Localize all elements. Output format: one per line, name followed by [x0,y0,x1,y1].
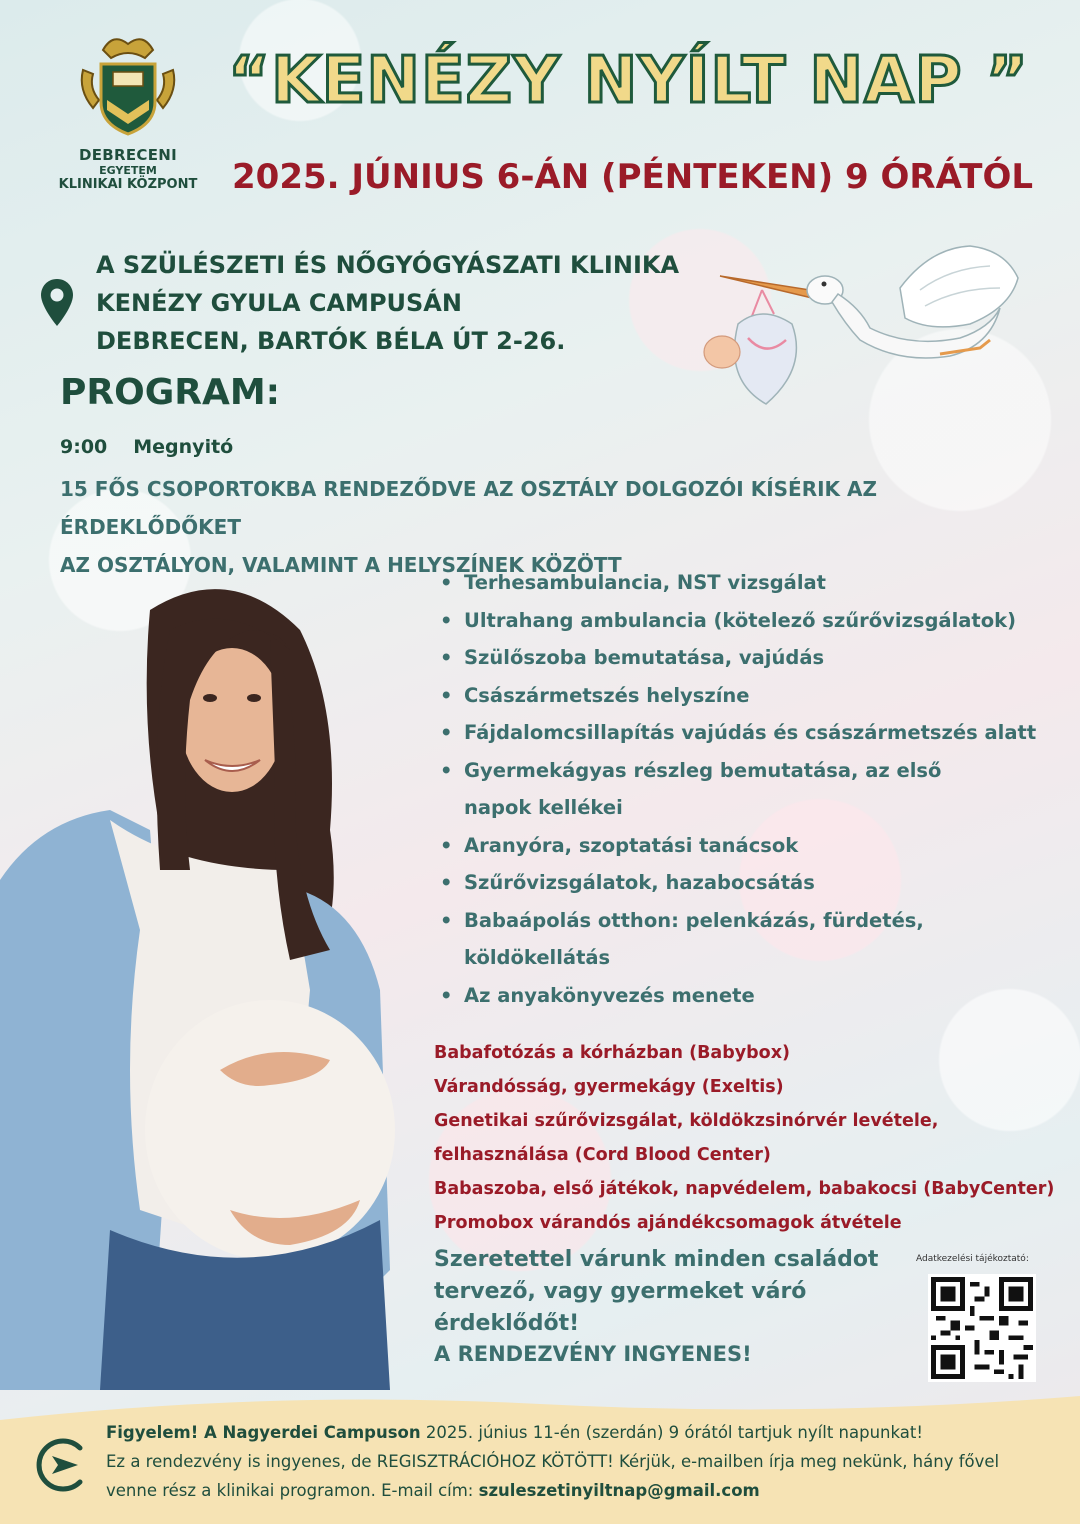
program-heading: PROGRAM: [60,372,281,413]
qr-code[interactable] [928,1274,1036,1382]
program-item: • Babaápolás otthon: pelenkázás, fürdetés, köldökellátás [440,902,924,977]
qr-code-icon [931,1277,1033,1379]
event-date: 2025. JÚNIUS 6-ÁN (PÉNTEKEN) 9 ÓRÁTÓL [232,157,1034,197]
program-item: • Fájdalomcsillapítás vajúdás és császármetszés alatt [440,714,1060,752]
logo-line-3: KLINIKAI KÖZPONT [58,177,198,192]
event-title: “KENÉZY NYÍLT NAP ” [228,44,1029,118]
opening-time: 9:00 [60,436,108,458]
footer-notice [106,1418,1066,1505]
program-item: • Gyermekágyas részleg bemutatása, az első napok kellékei [440,752,1004,827]
footer-highlight: Figyelem! A Nagyerdei Campuson [106,1423,421,1442]
footer-line-1-rest: 2025. június 11-én (szerdán) 9 órától tartjuk nyílt napunkat! [420,1423,923,1442]
coat-of-arms-icon [73,30,183,140]
qr-label: Adatkezelési tájékoztató: [916,1254,1029,1264]
stork-illustration [700,228,1030,418]
program-item: • Szűrővizsgálatok, hazabocsátás [440,864,1060,902]
pregnant-woman-photo [0,570,420,1390]
partner-item: Várandósság, gyermekágy (Exeltis) [434,1077,784,1097]
free-entry-notice: A RENDEZVÉNY INGYENES! [434,1342,752,1366]
opening-label: Megnyitó [133,436,234,458]
partner-item: felhasználása (Cord Blood Center) [434,1145,771,1165]
program-item: • Aranyóra, szoptatási tanácsok [440,827,1060,865]
program-item: • Ultrahang ambulancia (kötelező szűrővizsgálatok) [440,602,1060,640]
partner-item: Babafotózás a kórházban (Babybox) [434,1043,790,1063]
footer-line-3-prefix: venne rész a klinikai programon. E-mail cím: [106,1481,479,1500]
partner-item: Genetikai szűrővizsgálat, köldökzsinórvér levétele, [434,1111,939,1131]
program-item: • Szülőszoba bemutatása, vajúdás [440,639,1060,677]
event-address [96,246,679,360]
footer-line-2: Ez a rendezvény is ingyenes, de REGISZTRÁCIÓHOZ KÖTÖTT! Kérjük, e-mailben írja meg nekünk, hány fővel [106,1452,1000,1471]
partner-item: Babaszoba, első játékok, napvédelem, babakocsi (BabyCenter) [434,1179,1055,1199]
address-line-1: A SZÜLÉSZETI ÉS NŐGYÓGYÁSZATI KLINIKA [96,251,680,279]
location-pin-icon [40,278,74,328]
program-item: • Császármetszés helyszíne [440,677,1060,715]
welcome-message: Szeretettel várunk minden családot tervező, vagy gyermeket váró érdeklődőt! [434,1247,879,1336]
partner-item: Promobox várandós ajándékcsomagok átvétele [434,1213,902,1233]
program-item: • Az anyakönyvezés menete [440,977,1060,1015]
logo-line-1: DEBRECENI [78,146,178,164]
email-link[interactable]: szuleszetinyiltnap@gmail.com [478,1481,760,1500]
intro-line-1: 15 FŐS CSOPORTOKBA RENDEZŐDVE AZ OSZTÁLY DOLGOZÓI KÍSÉRIK AZ ÉRDEKLŐDŐKET [60,477,878,539]
footer-line-1 [106,1418,1066,1447]
partner-list [434,1036,1074,1240]
opening-row [60,436,233,458]
logo-line-2: EGYETEM [99,164,157,177]
arrow-circle-icon [34,1436,92,1494]
university-logo [48,30,208,192]
intro-line-2: AZ OSZTÁLYON, VALAMINT A HELYSZÍNEK KÖZÖTT [60,553,622,577]
program-item: • Terhesambulancia, NST vizsgálat [440,564,1060,602]
address-line-2: KENÉZY GYULA CAMPUSÁN [96,289,462,317]
program-list [440,564,1060,1014]
footer-line-3 [106,1476,1066,1505]
address-line-3: DEBRECEN, BARTÓK BÉLA ÚT 2-26. [96,327,566,355]
